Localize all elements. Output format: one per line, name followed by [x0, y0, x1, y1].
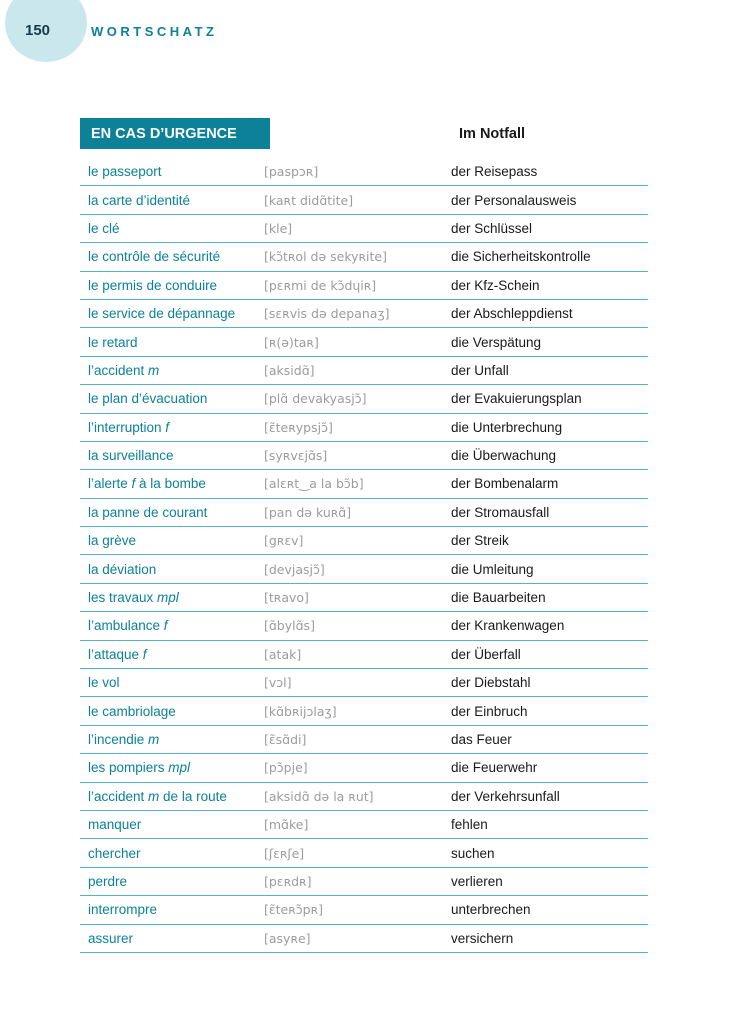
german-translation: der Streik [451, 533, 509, 549]
french-term [80, 533, 264, 548]
french-term [80, 931, 264, 946]
table-row [80, 811, 648, 839]
table-row [80, 442, 648, 470]
pronunciation: [pɛʀmi de kɔ̃dɥiʀ] [264, 277, 377, 293]
french-term-text: le contrôle de sécurité [88, 249, 221, 265]
table-row [80, 783, 648, 811]
table-row [80, 300, 648, 328]
gender-marker: m [148, 732, 160, 747]
german-translation: der Reisepass [451, 164, 538, 180]
german-translation: der Verkehrsunfall [451, 788, 560, 804]
french-term-text: la déviation [88, 561, 157, 577]
german-translation: verlieren [451, 873, 503, 889]
french-term [80, 874, 264, 889]
page-number: 150 [25, 22, 51, 39]
pronunciation: [pan də kuʀɑ̃] [264, 504, 352, 520]
table-row [80, 896, 648, 924]
pronunciation: [paspɔʀ] [264, 164, 319, 180]
pronunciation: [kle] [264, 220, 293, 236]
french-term [80, 221, 264, 236]
french-term-text: le cambriolage [88, 703, 176, 719]
french-term-text: le retard [88, 334, 138, 350]
french-term-text: la surveillance [88, 448, 174, 464]
french-term-text: chercher [88, 845, 141, 861]
pronunciation: [pɛʀdʀ] [264, 873, 312, 889]
french-term [80, 562, 264, 577]
german-translation: suchen [451, 845, 495, 861]
pronunciation: [syʀvɛjɑ̃s] [264, 448, 328, 464]
french-term [80, 306, 264, 321]
pronunciation: [ɑ̃bylɑ̃s] [264, 618, 315, 634]
table-row [80, 215, 648, 243]
german-translation: das Feuer [451, 732, 512, 747]
french-term-text: à la bombe [135, 476, 206, 492]
french-term-text: le clé [88, 220, 120, 236]
french-term [80, 448, 264, 463]
french-term [80, 704, 264, 719]
pronunciation: [ɛ̃sɑ̃di] [264, 732, 307, 747]
german-translation: der Schlüssel [451, 220, 533, 236]
table-row [80, 357, 648, 385]
german-translation: der Unfall [451, 362, 509, 378]
french-term-text: manquer [88, 817, 142, 833]
table-row [80, 385, 648, 413]
german-translation: der Stromausfall [451, 504, 550, 520]
pronunciation: [plɑ̃ devakyasjɔ̃] [264, 391, 367, 407]
table-row [80, 584, 648, 612]
french-term [80, 193, 264, 208]
french-term-text: la carte d’identité [88, 192, 191, 208]
french-term [80, 363, 264, 378]
table-row [80, 527, 648, 555]
table-row [80, 641, 648, 669]
german-translation: der Kfz-Schein [451, 277, 540, 293]
french-term [80, 278, 264, 293]
pronunciation: [asyʀe] [264, 930, 311, 946]
french-term [80, 675, 264, 690]
table-row [80, 499, 648, 527]
french-term-text: le passeport [88, 164, 162, 180]
table-header-french: EN CAS D’URGENCE [80, 118, 270, 149]
french-term-text: le service de dépannage [88, 306, 236, 322]
german-translation: die Umleitung [451, 561, 534, 577]
french-term-text: la grève [88, 533, 137, 549]
french-term-text: le vol [88, 675, 120, 691]
german-translation: die Bauarbeiten [451, 590, 546, 606]
french-term [80, 164, 264, 179]
table-row [80, 272, 648, 300]
table-row [80, 925, 648, 953]
table-row [80, 414, 648, 442]
french-term [80, 505, 264, 520]
french-term-text: l’accident [88, 362, 149, 378]
french-term [80, 732, 264, 747]
german-translation: die Unterbrechung [451, 419, 563, 435]
pronunciation: [kɑ̃bʀijɔlaʒ] [264, 703, 337, 719]
german-translation: der Abschleppdienst [451, 306, 573, 322]
pronunciation: [atak] [264, 646, 302, 662]
table-row [80, 726, 648, 754]
german-translation: der Evakuierungsplan [451, 391, 582, 407]
german-translation: die Überwachung [451, 448, 557, 464]
german-translation: fehlen [451, 817, 488, 833]
french-term [80, 249, 264, 264]
french-term-text: l’incendie [88, 732, 149, 747]
table-row [80, 158, 648, 186]
french-term [80, 391, 264, 406]
table-body [80, 158, 648, 953]
pronunciation: [alɛʀt‿a la bɔ̃b] [264, 476, 364, 492]
french-term [80, 618, 264, 633]
table-row [80, 243, 648, 271]
french-term-text: assurer [88, 930, 134, 946]
french-term-text: l’accident [88, 788, 149, 804]
table-row [80, 697, 648, 725]
german-translation: die Sicherheitskontrolle [451, 249, 591, 265]
pronunciation: [ɛ̃teʀɔ̃pʀ] [264, 902, 323, 918]
gender-marker: m [148, 788, 160, 804]
german-translation: unterbrechen [451, 902, 531, 918]
french-term [80, 590, 264, 605]
french-term [80, 817, 264, 832]
gender-marker: f [163, 618, 168, 634]
section-title: WORTSCHATZ [91, 24, 218, 39]
german-translation: der Personalausweis [451, 192, 577, 208]
table-row [80, 669, 648, 697]
german-translation: der Bombenalarm [451, 476, 559, 492]
french-term-text: l’interruption [88, 419, 166, 435]
gender-marker: m [148, 362, 160, 378]
pronunciation: [pɔ̃pje] [264, 760, 308, 776]
german-translation: der Diebstahl [451, 675, 531, 691]
gender-marker: f [142, 646, 147, 662]
french-term-text: le permis de conduire [88, 277, 218, 293]
pronunciation: [vɔl] [264, 675, 292, 691]
pronunciation: [mɑ̃ke] [264, 817, 309, 833]
french-term [80, 760, 264, 775]
french-term-text: les pompiers [88, 760, 169, 776]
pronunciation: [ʀ(ə)taʀ] [264, 334, 319, 350]
german-translation: die Feuerwehr [451, 760, 538, 776]
table-row [80, 754, 648, 782]
gender-marker: mpl [168, 760, 191, 776]
pronunciation: [kaʀt didɑ̃tite] [264, 192, 354, 208]
table-row [80, 839, 648, 867]
german-translation: versichern [451, 930, 514, 946]
french-term [80, 902, 264, 917]
gender-marker: mpl [157, 590, 179, 606]
french-term [80, 647, 264, 662]
table-row [80, 470, 648, 498]
french-term-text: de la route [159, 788, 227, 804]
table-row [80, 186, 648, 214]
french-term [80, 789, 264, 804]
table-header [80, 118, 648, 149]
french-term [80, 476, 264, 491]
pronunciation: [kɔ̃tʀol də sekyʀite] [264, 249, 387, 265]
pronunciation: [aksidɑ̃ də la ʀut] [264, 788, 374, 804]
table-header-german: Im Notfall [459, 125, 526, 142]
german-translation: der Einbruch [451, 703, 528, 719]
pronunciation: [sɛʀvis də depanaʒ] [264, 306, 390, 322]
french-term-text: l’alerte [88, 476, 132, 492]
table-row [80, 328, 648, 356]
vocab-table [80, 118, 648, 953]
french-term-text: perdre [88, 873, 128, 889]
table-row [80, 612, 648, 640]
german-translation: der Krankenwagen [451, 618, 565, 634]
french-term-text: interrompre [88, 902, 158, 918]
french-term [80, 335, 264, 350]
french-term-text: l’ambulance [88, 618, 164, 634]
pronunciation: [ʃɛʀʃe] [264, 845, 305, 861]
french-term-text: les travaux [88, 590, 158, 606]
french-term-text: le plan d’évacuation [88, 391, 208, 407]
german-translation: die Verspätung [451, 334, 542, 350]
gender-marker: f [131, 476, 136, 492]
table-row [80, 868, 648, 896]
pronunciation: [gʀɛv] [264, 533, 304, 549]
pronunciation: [tʀavo] [264, 590, 309, 606]
french-term-text: la panne de courant [88, 504, 208, 520]
table-row [80, 555, 648, 583]
french-term [80, 846, 264, 861]
gender-marker: f [165, 419, 170, 435]
pronunciation: [aksidɑ̃] [264, 362, 315, 378]
french-term [80, 420, 264, 435]
pronunciation: [ɛ̃teʀypsjɔ̃] [264, 419, 333, 435]
french-term-text: l’attaque [88, 646, 143, 662]
pronunciation: [devjasjɔ̃] [264, 561, 325, 577]
german-translation: der Überfall [451, 646, 521, 662]
